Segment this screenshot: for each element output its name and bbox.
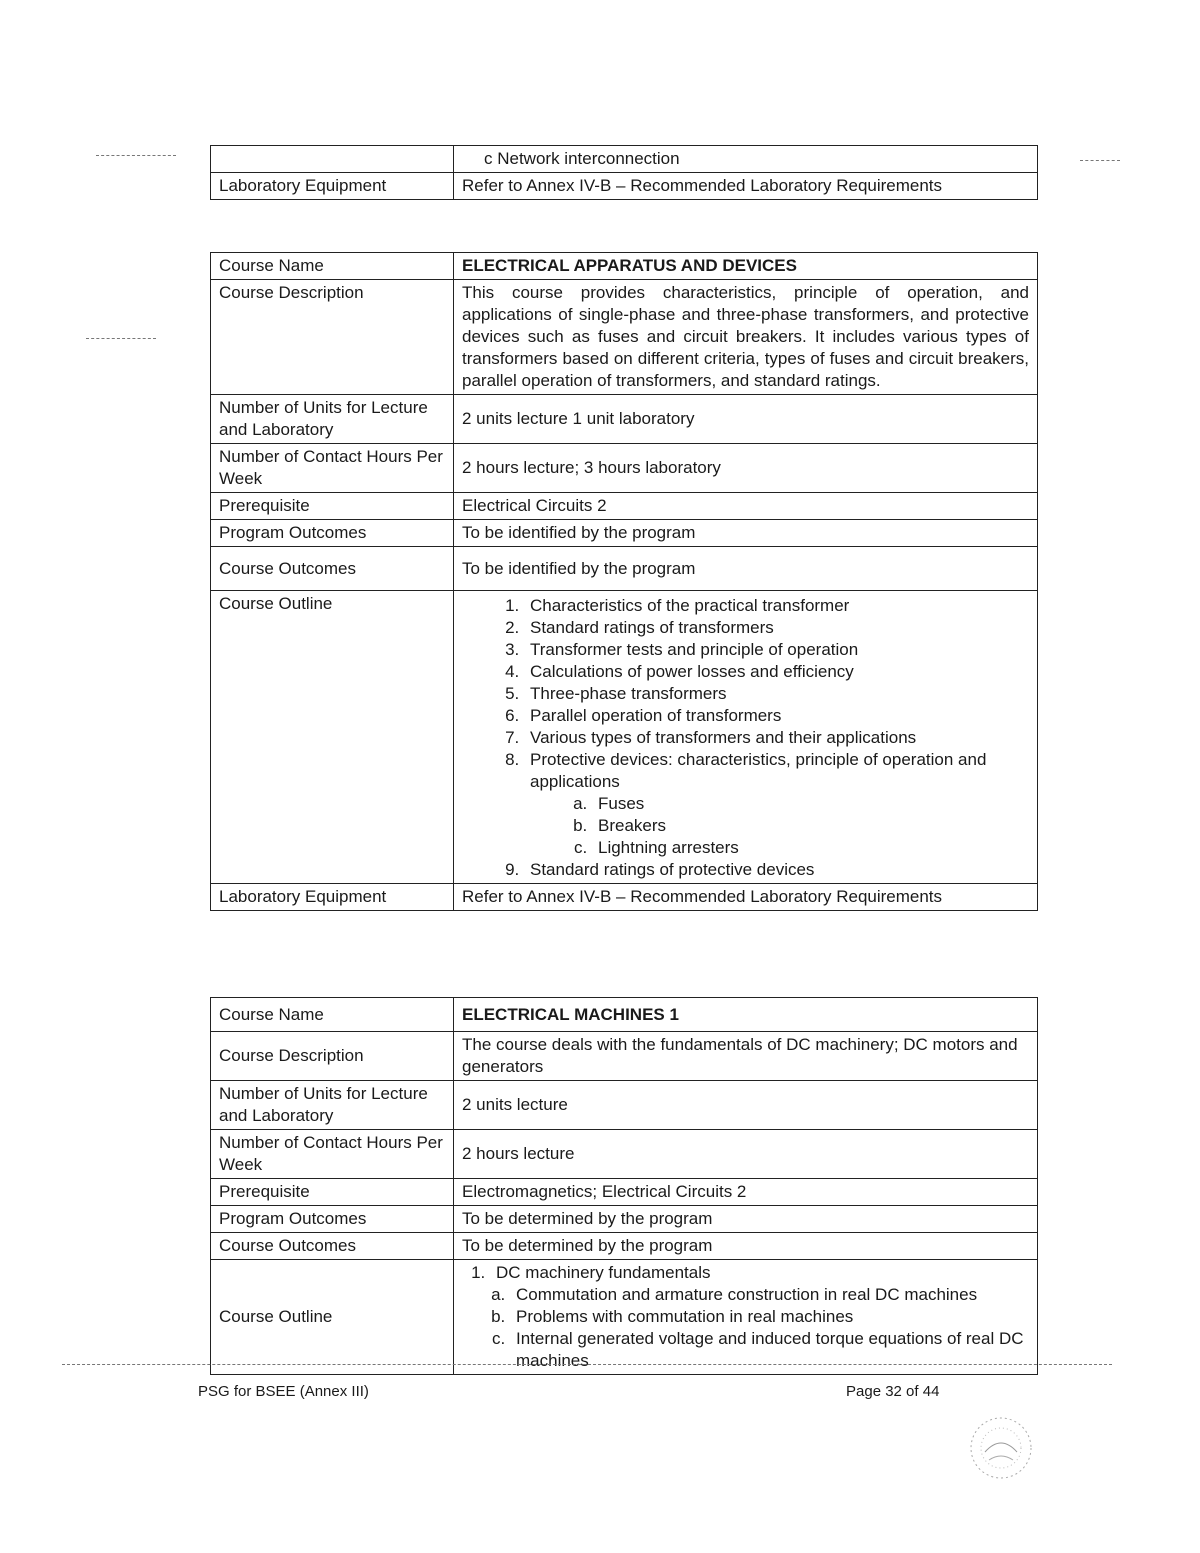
list-item: 6. Parallel operation of transformers [524,705,1029,727]
contact-hours-value: 2 hours lecture; 3 hours laboratory [454,444,1038,493]
list-item: 3. Transformer tests and principle of operation [524,639,1029,661]
units-value: 2 units lecture [454,1081,1038,1130]
prerequisite-label: Prerequisite [211,1179,454,1206]
sub-list-item: a. Commutation and armature construction in real DC machines [510,1284,1029,1306]
units-value: 2 units lecture 1 unit laboratory [454,395,1038,444]
course-outline-list [462,1262,1029,1372]
sub-list [496,1284,1029,1372]
footer-divider [62,1364,1112,1365]
course-outline-list [462,595,1029,881]
list-item-protective-devices [524,749,1029,859]
network-interconnection-item: c Network interconnection [454,146,1038,173]
sub-list-item: a. Fuses [592,793,1029,815]
prerequisite-label: Prerequisite [211,493,454,520]
sub-list-item: c. Internal generated voltage and induced torque equations of real DC machines [510,1328,1029,1372]
lab-equipment-value: Refer to Annex IV-B – Recommended Laboratory Requirements [454,173,1038,200]
sub-list-item: b. Problems with commutation in real machines [510,1306,1029,1328]
course-name-value: ELECTRICAL MACHINES 1 [454,998,1038,1032]
list-item: 9. Standard ratings of protective devices [524,859,1029,881]
scan-mark [1080,160,1120,161]
program-outcomes-value: To be determined by the program [454,1206,1038,1233]
program-outcomes-value: To be identified by the program [454,520,1038,547]
prerequisite-value: Electrical Circuits 2 [454,493,1038,520]
list-item: 1. Characteristics of the practical transformer [524,595,1029,617]
contact-hours-label: Number of Contact Hours Per Week [211,1130,454,1179]
sub-list-item: c. Lightning arresters [592,837,1029,859]
course-outline-label: Course Outline [211,591,454,884]
course-description-label: Course Description [211,280,454,395]
course-outcomes-label: Course Outcomes [211,547,454,591]
course-name-value: ELECTRICAL APPARATUS AND DEVICES [454,253,1038,280]
top-table [210,145,1038,200]
footer-document-title: PSG for BSEE (Annex III) [198,1383,369,1400]
lab-equipment-label: Laboratory Equipment [211,884,454,911]
course-description-label: Course Description [211,1032,454,1081]
lab-equipment-value: Refer to Annex IV-B – Recommended Laboratory Requirements [454,884,1038,911]
list-item: 5. Three-phase transformers [524,683,1029,705]
prerequisite-value: Electromagnetics; Electrical Circuits 2 [454,1179,1038,1206]
list-item [490,1262,1029,1372]
course-name-label: Course Name [211,998,454,1032]
list-item: 4. Calculations of power losses and efficiency [524,661,1029,683]
program-outcomes-label: Program Outcomes [211,520,454,547]
top-empty-cell [211,146,454,173]
course-outline-label: Course Outline [211,1260,454,1375]
list-item: 7. Various types of transformers and their applications [524,727,1029,749]
scan-mark [86,338,156,339]
list-item: 2. Standard ratings of transformers [524,617,1029,639]
stamp-icon [965,1412,1037,1484]
list-item-text: DC machinery fundamentals [496,1263,711,1282]
course-outline-value [454,1260,1038,1375]
sub-list-item: b. Breakers [592,815,1029,837]
units-label: Number of Units for Lecture and Laboratory [211,1081,454,1130]
sub-list [530,793,1029,859]
course-outline-value [454,591,1038,884]
scan-mark [96,155,176,156]
list-item-text: Protective devices: characteristics, principle of operation and applications [530,750,987,791]
course-description-value: This course provides characteristics, principle of operation, and applications of single-phase and three-phase transformers, and protective devices such as fuses and circuit breakers. It includes various types of transformers based on different criteria, types of fuses and circuit breakers, parallel operation of transformers, and standard ratings. [454,280,1038,395]
course-outcomes-label: Course Outcomes [211,1233,454,1260]
course-outcomes-value: To be identified by the program [454,547,1038,591]
lab-equipment-label: Laboratory Equipment [211,173,454,200]
contact-hours-value: 2 hours lecture [454,1130,1038,1179]
course-outcomes-value: To be determined by the program [454,1233,1038,1260]
course-description-value: The course deals with the fundamentals of DC machinery; DC motors and generators [454,1032,1038,1081]
course-table-electrical-machines [210,997,1038,1375]
units-label: Number of Units for Lecture and Laboratory [211,395,454,444]
course-table-electrical-apparatus [210,252,1038,911]
contact-hours-label: Number of Contact Hours Per Week [211,444,454,493]
program-outcomes-label: Program Outcomes [211,1206,454,1233]
course-name-label: Course Name [211,253,454,280]
footer-page-number: Page 32 of 44 [846,1383,940,1400]
